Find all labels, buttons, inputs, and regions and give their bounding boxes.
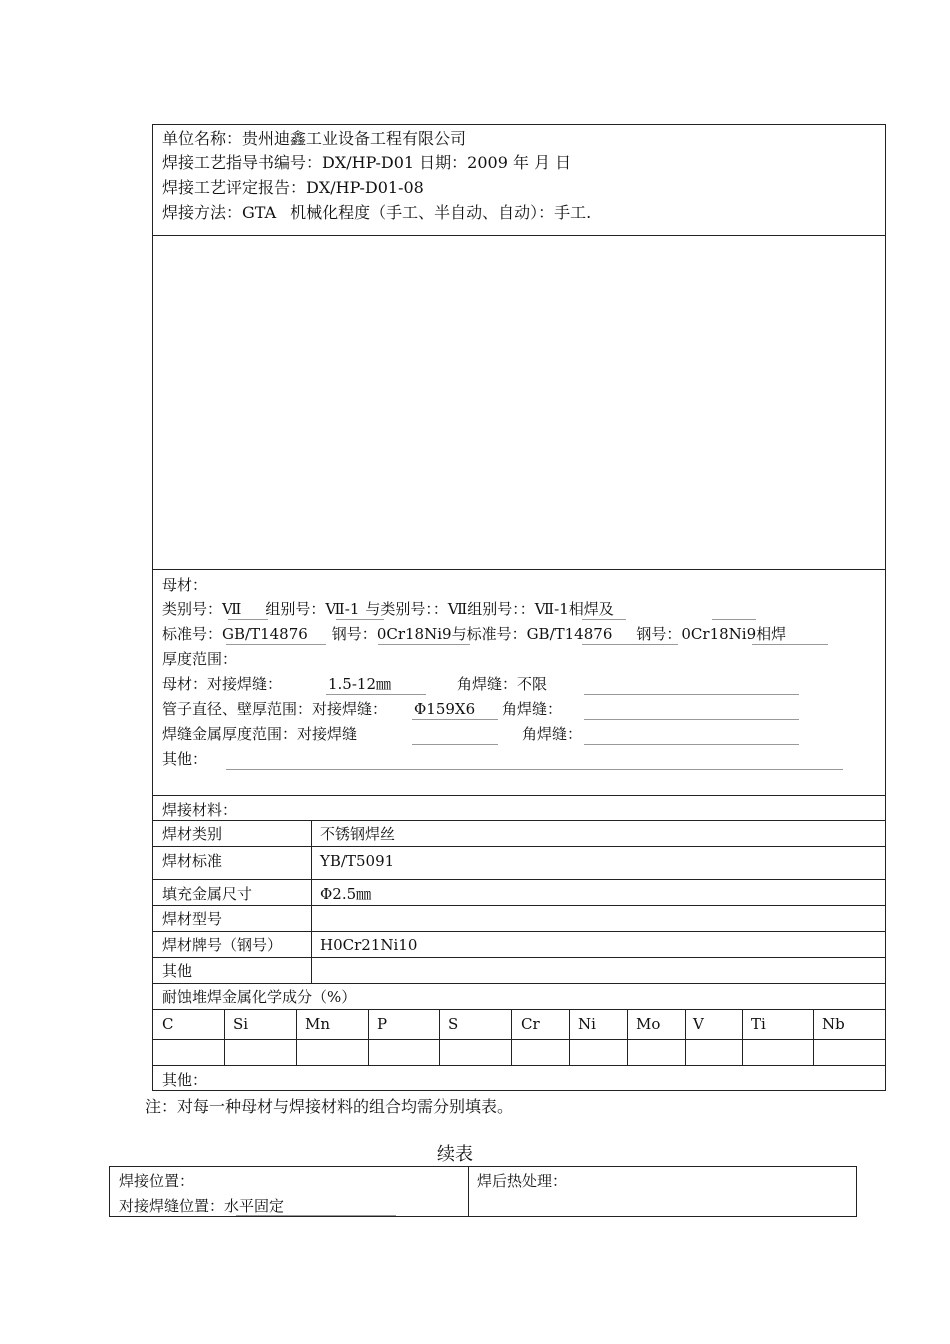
chem-element-ni: Ni (578, 1015, 596, 1033)
filler-row-value: 不锈钢焊丝 (320, 825, 396, 843)
filler-row-line-6 (152, 957, 886, 958)
filler-row-line-2 (152, 846, 886, 847)
with-group-label: 组别号：： (467, 600, 535, 618)
continued-title: 续表 (437, 1144, 473, 1165)
filler-row-label: 焊材型号 (162, 910, 223, 928)
chem-element-p: P (377, 1015, 388, 1033)
base-metal-standard-line (162, 622, 786, 646)
category-value: Ⅶ (222, 600, 242, 618)
chem-col-line (627, 1009, 628, 1065)
pipe-value: Φ159X6 (414, 700, 476, 718)
base-metal-title: 母材： (162, 576, 208, 594)
unit-name-line: 单位名称：贵州迪鑫工业设备工程有限公司 (162, 129, 467, 148)
steel2-value: 0Cr18Ni9 (681, 625, 757, 643)
underline-weld-metal-fillet (584, 744, 799, 745)
underline-butt-position (236, 1215, 396, 1216)
underline-base-other (226, 769, 843, 770)
chem-element-nb: Nb (822, 1015, 845, 1033)
weld-suffix2: 相焊 (756, 625, 787, 643)
underline-with-group (582, 619, 626, 620)
chem-col-line (569, 1009, 570, 1065)
with-category-label: 与类别号：： (365, 600, 448, 618)
with-standard-value: GB/T14876 (526, 625, 613, 643)
filler-row-line-1 (152, 820, 886, 821)
fillet-label (457, 672, 547, 696)
divider-base-metal (152, 795, 886, 796)
with-group-value: Ⅶ-1 (534, 600, 569, 618)
butt-position-label: 对接焊缝位置： (119, 1197, 225, 1215)
underline-standard (226, 644, 326, 645)
wps-number-line (162, 151, 571, 175)
filler-row-label: 焊材牌号（钢号） (162, 936, 283, 954)
filler-row-value: Φ2.5㎜ (320, 885, 372, 903)
filler-row-label: 填充金属尺寸 (162, 885, 253, 903)
date-value: 2009 年 月 日 (467, 153, 572, 172)
base-butt-label: 母材：对接焊缝： (162, 675, 283, 693)
chem-col-line (296, 1009, 297, 1065)
pipe-fillet-label: 角焊缝： (502, 700, 563, 718)
filler-row-label: 焊材类别 (162, 825, 223, 843)
mechanization-label: 机械化程度（手工、半自动、自动）： (290, 203, 555, 222)
chem-element-s: S (448, 1015, 459, 1033)
underline-weld-metal (412, 744, 498, 745)
chem-element-v: V (693, 1015, 704, 1033)
filler-row-line-5 (152, 931, 886, 932)
base-other-label: 其他： (162, 750, 208, 768)
group-label: 组别号： (265, 600, 326, 618)
filler-row-label: 其他 (162, 962, 193, 980)
with-standard-label: 与标准号： (451, 625, 527, 643)
method-label: 焊接方法： (162, 203, 243, 222)
filler-row-value: H0Cr21Ni10 (320, 936, 418, 954)
underline-pipe (412, 719, 498, 720)
steel2-label: 钢号： (636, 625, 682, 643)
chem-row-bottom (152, 1065, 886, 1066)
form-note: 注：对每一种母材与焊接材料的组合均需分别填表。 (145, 1097, 514, 1116)
weld-metal-label: 焊缝金属厚度范围：对接焊缝 (162, 725, 358, 743)
underline-pipe-fillet (584, 719, 799, 720)
underline-steel2 (752, 644, 828, 645)
divider-sketch (152, 569, 886, 570)
chem-title: 耐蚀堆焊金属化学成分（%） (162, 988, 357, 1006)
base-butt-value: 1.5-12㎜ (328, 675, 392, 693)
method-value: GTA (242, 203, 277, 222)
pipe-label: 管子直径、壁厚范围：对接焊缝： (162, 700, 388, 718)
chem-col-line (813, 1009, 814, 1065)
with-category-value: Ⅶ (447, 600, 468, 618)
filler-other-label: 其他： (162, 1071, 208, 1089)
underline-after-weld (712, 619, 756, 620)
welding-method-line (162, 201, 591, 225)
filler-row-line-4 (152, 905, 886, 906)
filler-row-value: YB/T5091 (320, 852, 395, 870)
chem-element-ti: Ti (751, 1015, 766, 1033)
underline-category (228, 619, 268, 620)
thickness-title: 厚度范围： (162, 650, 238, 668)
continued-col-line (468, 1166, 469, 1217)
category-label: 类别号： (162, 600, 223, 618)
pqr-line (162, 176, 424, 200)
underline-group (336, 619, 384, 620)
wps-number-label: 焊接工艺指导书编号： (162, 153, 323, 172)
fillet-value: 不限 (517, 675, 548, 693)
underline-base-butt (326, 694, 426, 695)
mechanization-value: 手工. (554, 203, 592, 222)
filler-row-line-7 (152, 983, 886, 984)
butt-position-value: 水平固定 (224, 1197, 285, 1215)
chem-header-bottom (152, 1039, 886, 1040)
filler-row-label: 焊材标准 (162, 852, 223, 870)
chem-col-line (742, 1009, 743, 1065)
filler-col-line (311, 820, 312, 983)
pwht-label: 焊后热处理： (477, 1172, 568, 1190)
pqr-label: 焊接工艺评定报告： (162, 178, 307, 197)
chem-element-c: C (162, 1015, 174, 1033)
chem-element-mo: Mo (636, 1015, 661, 1033)
standard-label: 标准号： (162, 625, 223, 643)
chem-header-top (152, 1009, 886, 1010)
fillet-label-text: 角焊缝： (457, 675, 518, 693)
filler-title: 焊接材料： (162, 801, 238, 819)
standard-value: GB/T14876 (222, 625, 308, 643)
steel-label: 钢号： (331, 625, 377, 643)
chem-col-line (439, 1009, 440, 1065)
weld-suffix: 相焊及 (568, 600, 614, 618)
chem-element-cr: Cr (521, 1015, 540, 1033)
weld-metal-fillet-label: 角焊缝： (522, 725, 583, 743)
date-label: 日期： (419, 153, 468, 172)
underline-fillet (584, 694, 799, 695)
chem-col-line (224, 1009, 225, 1065)
underline-steel (378, 644, 470, 645)
chem-element-si: Si (233, 1015, 249, 1033)
welding-position-title: 焊接位置： (119, 1172, 195, 1190)
steel-value: 0Cr18Ni9 (376, 625, 452, 643)
joint-sketch-area (153, 236, 885, 569)
base-metal-category-line (162, 597, 614, 621)
filler-row-line-3 (152, 879, 886, 880)
wps-number-value: DX/HP-D01 (322, 153, 415, 172)
pqr-value: DX/HP-D01-08 (306, 178, 424, 197)
chem-col-line (511, 1009, 512, 1065)
underline-with-standard (582, 644, 678, 645)
group-value: Ⅶ-1 (325, 600, 360, 618)
chem-col-line (368, 1009, 369, 1065)
chem-col-line (685, 1009, 686, 1065)
chem-element-mn: Mn (305, 1015, 331, 1033)
